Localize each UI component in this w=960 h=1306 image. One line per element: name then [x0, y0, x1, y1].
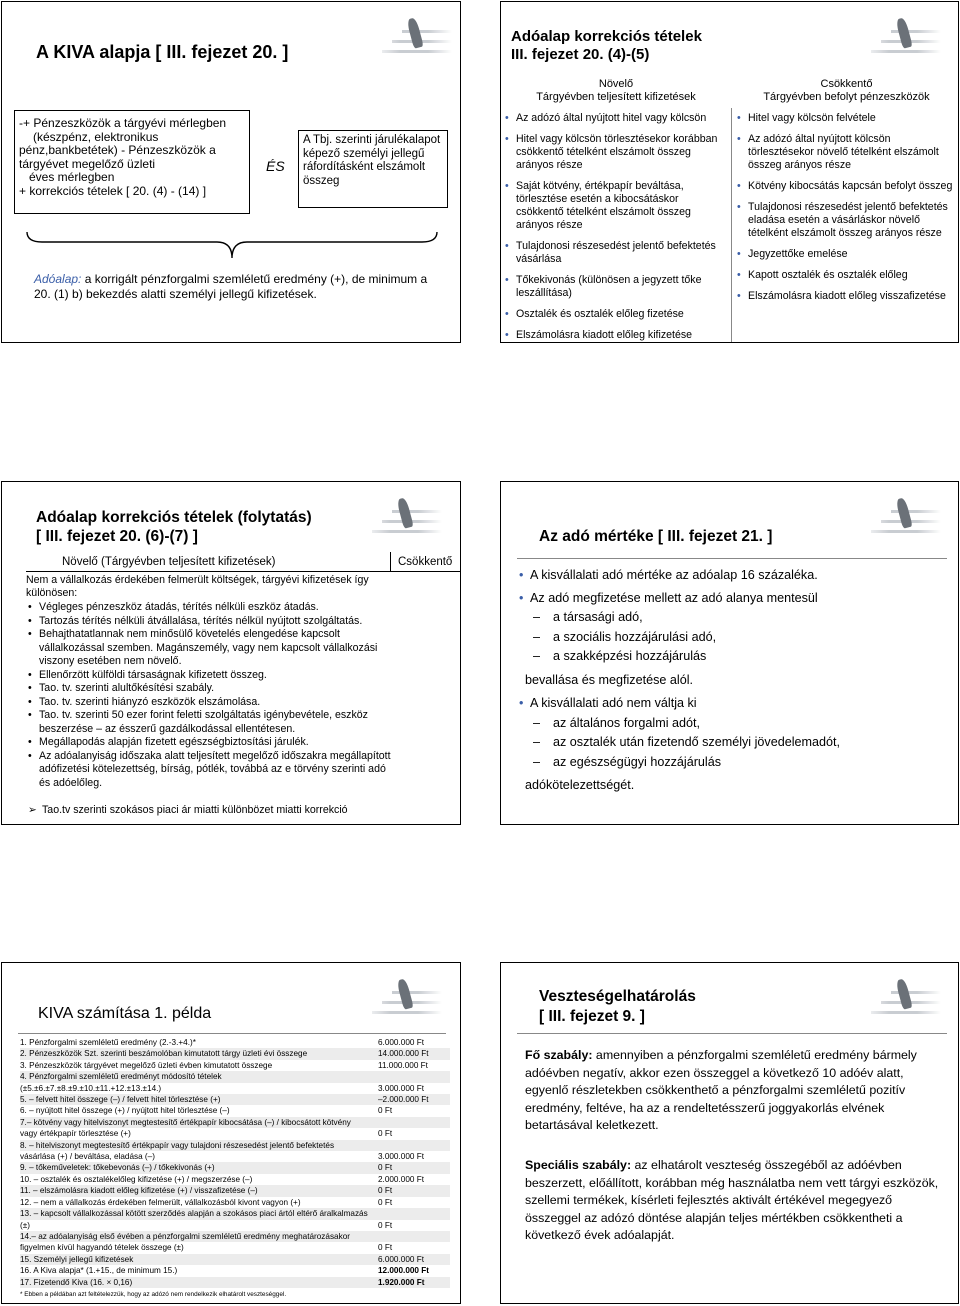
header-rule	[26, 571, 460, 572]
stair-runner-image	[861, 971, 941, 1031]
adoalap-label: Adóalap:	[34, 272, 82, 286]
title-rule	[517, 1033, 947, 1034]
table-cell-label: 6. – nyújtott hitel összege (+) / nyújtott hitel törlesztése (–)	[20, 1106, 230, 1116]
slide-title	[36, 508, 312, 546]
table-cell-label: 9. – tőkeműveletek: tőkebevonás (–) / tőkekivonás (+)	[20, 1163, 215, 1173]
table-cell-value: 1.920.000 Ft	[378, 1277, 425, 1287]
stair-runner-image	[362, 490, 442, 550]
list-item: • Megállapodás alapján fizetett egészségbiztosítási járulék.	[28, 736, 396, 750]
right-box-line: képező személyi jellegű	[303, 147, 425, 160]
stair-runner-image	[362, 971, 442, 1031]
table-cell-value: 0 Ft	[378, 1243, 393, 1253]
list-item: • Hitel vagy kölcsön törlesztésekor korábban csökkentő tételként elszámolt összeg arányos része	[505, 133, 729, 172]
list-item: – a társasági adó,	[519, 608, 949, 628]
table-cell-value	[378, 1117, 450, 1128]
table-cell-label: 17. Fizetendő Kiva (16. × 0,16)	[20, 1277, 133, 1287]
table-cell-label: vagy értékpapír törlesztése (+)	[20, 1129, 131, 1139]
list-item: • Osztalék és osztalék előleg fizetése	[505, 308, 729, 321]
stair-runner-image	[372, 10, 452, 70]
specialis-szabaly-text: az elhatárolt veszteség összegéből az adóévben beszerzett, előállított, korábban még használatba nem vett tárgyi eszközök, szellemi termékek, kísérleti fejlesztés aktivált értékével megegyező összeggel az adózó döntése alapján teljes mértékben csökkentheti a következő évek adóalapját.	[525, 1158, 939, 1243]
title-line-2: [ III. fejezet 20. (6)-(7) ]	[36, 528, 198, 545]
table-cell-label: 7.– kötvény vagy hitelviszonyt megtestesítő értékpapír kibocsátása (–) / kibocsátott kötvény	[20, 1117, 351, 1127]
table-cell-value: 0 Ft	[378, 1220, 393, 1230]
list-item: – a szociális hozzájárulási adó,	[519, 628, 949, 648]
list-item: • Kapott osztalék és osztalék előleg	[737, 269, 959, 282]
column-divider	[731, 108, 732, 343]
list-item: • Kötvény kibocsátás kapcsán befolyt összeg	[737, 180, 959, 193]
last-item-text: Tao.tv szerinti szokásos piaci ár miatti különbözet miatti korrekció	[42, 804, 348, 816]
list-item: • Végleges pénzeszköz átadás, térítés nélküli eszköz átadás.	[28, 601, 396, 615]
list-item: • Tartozás térítés nélküli átvállalása, térítés nélkül nyújtott szolgáltatás.	[28, 615, 396, 629]
table-row	[20, 1265, 450, 1276]
col-right-head-2: Tárgyévben befolyt pénzeszközök	[763, 91, 930, 103]
left-box-line: + korrekciós tételek [ 20. (4) - (14) ]	[19, 183, 207, 198]
kiva-calculation-table	[20, 1037, 450, 1288]
table-cell-value	[378, 1140, 450, 1151]
table-cell-value: 12.000.000 Ft	[378, 1266, 429, 1276]
table-cell-value: –2.000.000 Ft	[378, 1095, 429, 1105]
table-row	[20, 1231, 450, 1242]
list-item: – a szakképzési hozzájárulás	[519, 647, 949, 667]
table-cell-label: 16. A Kiva alapja* (1.+15., de minimum 15.)	[20, 1266, 178, 1276]
slide-korrekcios-tetelek	[500, 1, 959, 343]
list-item: • A kisvállalati adó mértéke az adóalap 16 százaléka.	[519, 566, 949, 586]
right-box-line: A Tbj. szerinti járulékalapot	[303, 134, 441, 146]
novelo-item-list	[28, 601, 396, 790]
table-cell-value: 0 Ft	[378, 1129, 393, 1139]
bullet-group-2	[519, 694, 949, 714]
left-box-line: -+ Pénzeszközök a tárgyévi mérlegben	[19, 116, 227, 130]
slide-title: Az adó mértéke [ III. fejezet 21. ]	[539, 528, 773, 545]
list-item: • Tőkekivonás (különösen a jegyzett tőke leszállítása)	[505, 274, 729, 300]
left-item-list	[505, 112, 729, 342]
table-row	[20, 1151, 450, 1162]
col-left-header	[501, 78, 731, 104]
table-row	[20, 1197, 450, 1208]
table-cell-value	[378, 1231, 450, 1242]
table-cell-value	[378, 1208, 450, 1219]
list-item: • Elszámolásra kiadott előleg kifizetése	[505, 329, 729, 342]
list-item: • Saját kötvény, értékpapír beváltása, törlesztése esetén a kibocsátáskor csökkentő tételként elszámolt összeg arányos része	[505, 180, 729, 232]
adoalap-text: a korrigált pénzforgalmi szemléletű eredmény (+), de minimum a	[81, 272, 428, 286]
left-box-line: éves mérlegben	[29, 170, 115, 184]
fo-szabaly-text: amennyiben a pénzforgalmi szemléletű eredmény bármely adóévben negatív, akkor ezen összeggel a következő 10 adóév alatt, egyenlő részletekben csökkenthető a pénzforgalmi szemléletű pozitív eredmény, feltéve, ha az a rendeltetésszerű joggyakorlás elvének betartásával keletkezett.	[525, 1048, 917, 1133]
last-item	[28, 804, 448, 818]
header-csokkento: Csökkentő	[398, 556, 453, 568]
list-item: • Az adózó által nyújtott hitel vagy kölcsön	[505, 112, 729, 125]
fo-szabaly-label: Fő szabály:	[525, 1048, 593, 1062]
title-line-1: Adóalap korrekciós tételek	[511, 28, 702, 45]
table-cell-label: 14.– az adóalanyiság első évében a pénzforgalmi szemléletű eredmény meghatározásakor	[20, 1231, 350, 1241]
adoalap-text2: 20. (1) b) bekezdés alatti személyi jellegű kifizetések.	[34, 287, 317, 301]
slide-kiva-alapja	[1, 1, 461, 343]
table-cell-value: 3.000.000 Ft	[378, 1152, 424, 1162]
list-item: – az osztalék után fizetendő személyi jövedelemadót,	[519, 733, 949, 753]
list-item: • Tulajdonosi részesedést jelentő befektetés vásárlása	[505, 240, 729, 266]
curly-brace	[22, 230, 442, 270]
dash-list-1	[519, 608, 949, 667]
table-cell-label: vásárlása (+) / beváltása, eladása (–)	[20, 1152, 155, 1162]
title-line-1: Veszteségelhatárolás	[539, 988, 696, 1005]
table-cell-value: 6.000.000 Ft	[378, 1254, 424, 1264]
list-item: • Tao. tv. szerinti hiányzó eszközök elszámolása.	[28, 696, 396, 710]
table-cell-label: (±5.±6.±7.±8.±9.±10.±11.+12.±13.±14.)	[20, 1083, 162, 1093]
table-cell-value: 0 Ft	[378, 1186, 393, 1196]
table-cell-value: 3.000.000 Ft	[378, 1083, 424, 1093]
table-row	[20, 1220, 450, 1231]
table-row	[20, 1083, 450, 1094]
list-item: • Az adóalanyiság időszaka alatt teljesített megelőző időszakra megállapított adófizetési kötelezettség, bírság, pótlék, továbbá az e törvény szerinti adó és adóelőleg.	[28, 750, 396, 791]
table-row	[20, 1208, 450, 1219]
list-item: – az általános forgalmi adót,	[519, 714, 949, 734]
list-item: • Behajthatatlannak nem minősülő követelés elengedése kapcsolt vállalkozással szemben. Magánszemély, vagy nem kapcsolt vállalkozási viszony esetében nem növelő.	[28, 628, 396, 669]
title-rule	[18, 1033, 446, 1034]
specialis-szabaly-label: Speciális szabály:	[525, 1158, 632, 1172]
table-cell-value: 0 Ft	[378, 1163, 393, 1173]
table-row	[20, 1105, 450, 1116]
table-row	[20, 1071, 450, 1082]
table-cell-value: 14.000.000 Ft	[378, 1049, 429, 1059]
adoalap-definition	[34, 272, 454, 302]
slide-title	[539, 987, 696, 1027]
slide-kiva-szamitasa	[1, 962, 461, 1304]
stair-runner-image	[861, 10, 941, 70]
specialis-szabaly-paragraph	[525, 1157, 947, 1245]
table-cell-label: 13. – kapcsolt vállalkozással kötött szerződés alapján a szokásos piaci ártól eltérő áralkalmazás	[20, 1209, 368, 1219]
slide-title	[511, 28, 702, 64]
table-cell-label: 4. Pénzforgalmi szemléletű eredményt módosító tételek	[20, 1072, 222, 1082]
table-cell-label: 2. Pénzeszközök Szt. szerinti beszámolóban kimutatott tárgy üzleti évi összege	[20, 1049, 308, 1059]
table-row	[20, 1060, 450, 1071]
list-item: • Hitel vagy kölcsön felvétele	[737, 112, 959, 125]
left-box	[14, 110, 250, 214]
table-row	[20, 1140, 450, 1151]
table-cell-label: 3. Pénzeszközök tárgyévet megelőző üzleti évben kimutatott összege	[20, 1060, 273, 1070]
right-box	[298, 130, 448, 208]
table-cell-value: 0 Ft	[378, 1197, 393, 1207]
title-line-1: Adóalap korrekciós tételek (folytatás)	[36, 509, 312, 526]
col-right-header	[733, 78, 959, 104]
novelo-intro: Nem a vállalkozás érdekében felmerült költségek, tárgyévi kifizetések így különösen:	[26, 574, 369, 600]
table-row	[20, 1277, 450, 1288]
list-item: • Ellenőrzött külföldi társaságnak kifizetett összeg.	[28, 669, 396, 683]
left-box-line: (készpénz, elektronikus	[33, 129, 159, 144]
table-cell-value	[378, 1071, 450, 1082]
list-item: – az egészségügyi hozzájárulás	[519, 753, 949, 773]
table-cell-label: 12. – nem a vállalkozás érdekében felmerült, vállalkozásból kivont vagyon (+)	[20, 1197, 301, 1207]
list-item: • Jegyzettőke emelése	[737, 248, 959, 261]
table-row	[20, 1162, 450, 1173]
table-cell-label: 5. – felvett hitel összege (–) / felvett hitel törlesztése (+)	[20, 1095, 221, 1105]
continuation-text: bevallása és megfizetése alól.	[525, 672, 694, 687]
table-row	[20, 1117, 450, 1128]
table-row	[20, 1037, 450, 1048]
list-item: • Elszámolásra kiadott előleg visszafizetése	[737, 290, 959, 303]
footnote: * Ebben a példában azt feltételezzük, hogy az adózó nem rendelkezik elhatárolt veszteséggel.	[20, 1291, 287, 1298]
list-item: • A kisvállalati adó nem váltja ki	[519, 694, 949, 714]
title-line-2: [ III. fejezet 9. ]	[539, 1008, 645, 1025]
table-cell-value: 6.000.000 Ft	[378, 1038, 424, 1047]
list-item: • Az adó megfizetése mellett az adó alanya mentesül	[519, 589, 949, 609]
continuation-text: adókötelezettségét.	[525, 778, 635, 792]
header-novelo: Növelő (Tárgyévben teljesített kifizetések)	[62, 556, 276, 568]
left-box-line: pénz,bankbetétek) - Pénzeszközök a	[19, 143, 216, 157]
list-item: • Tao. tv. szerinti 50 ezer forint feletti szolgáltatás igénybevétele, eszköz beszerzése – az ésszerű gazdálkodással ellentétesen.	[28, 709, 396, 736]
list-item: • Tao. tv. szerinti alultőkésítési szabály.	[28, 682, 396, 696]
ado-merteke-body	[519, 566, 949, 796]
table-cell-label: 8. – hitelviszonyt megtestesítő értékpapír vagy tulajdoni részesedést jelentő befektetés	[20, 1140, 335, 1150]
fo-szabaly-paragraph	[525, 1047, 947, 1135]
list-item: • Az adózó által nyújtott kölcsön törlesztésekor növelő tételként elszámolt összeg arányos része	[737, 133, 959, 172]
slide-ado-merteke	[500, 481, 959, 825]
col-left-head-1: Növelő	[598, 78, 634, 90]
stair-runner-image	[861, 490, 941, 550]
title-rule	[517, 558, 947, 559]
right-box-line: ráfordításként elszámolt	[303, 161, 426, 173]
table-cell-value: 2.000.000 Ft	[378, 1174, 424, 1184]
left-box-line: tárgyévet megelőző üzleti	[19, 156, 156, 171]
list-item: • Tulajdonosi részesedést jelentő befektetés eladása esetén a vásárláskor növelő tételként elszámolt összeg arányos része	[737, 201, 959, 240]
right-box-line: összeg	[303, 174, 340, 187]
table-cell-label: 15. Személyi jellegű kifizetések	[20, 1254, 134, 1264]
table-row	[20, 1174, 450, 1185]
table-row	[20, 1128, 450, 1139]
table-cell-label: figyelmen kívül hagyandó tételek összege (±)	[20, 1243, 184, 1253]
slide-title: A KIVA alapja [ III. fejezet 20. ]	[36, 42, 289, 62]
table-cell-label: 10. – osztalék és osztalékelőleg kifizetése (+) / megszerzése (–)	[20, 1174, 253, 1184]
slide-title: KIVA számítása 1. példa	[38, 1005, 212, 1022]
table-row	[20, 1048, 450, 1059]
column-divider	[390, 552, 391, 572]
dash-list-2	[519, 714, 949, 773]
slide-korrekcios-folytatas	[1, 481, 461, 825]
slide-vesztesegelhatarolas	[500, 962, 959, 1304]
table-cell-value: 0 Ft	[378, 1106, 393, 1116]
table-cell-label: (±)	[20, 1220, 30, 1230]
table-row	[20, 1254, 450, 1265]
arrow-bullet-icon: ➢	[28, 804, 37, 816]
table-cell-value: 11.000.000 Ft	[378, 1060, 428, 1070]
col-left-head-2: Tárgyévben teljesített kifizetések	[536, 91, 696, 103]
es-label: ÉS	[266, 158, 285, 174]
right-item-list	[737, 112, 959, 303]
title-line-2: III. fejezet 20. (4)-(5)	[511, 46, 650, 63]
col-right-head-1: Csökkentő	[820, 78, 873, 90]
table-row	[20, 1094, 450, 1105]
bullet-group-1	[519, 566, 949, 608]
table-cell-label: 1. Pénzforgalmi szemléletű eredmény (2.-3.+4.)*	[20, 1038, 196, 1047]
table-row	[20, 1242, 450, 1253]
table-cell-label: 11. – elszámolásra kiadott előleg kifizetése (+) / visszafizetése (–)	[20, 1186, 258, 1196]
table-row	[20, 1185, 450, 1196]
